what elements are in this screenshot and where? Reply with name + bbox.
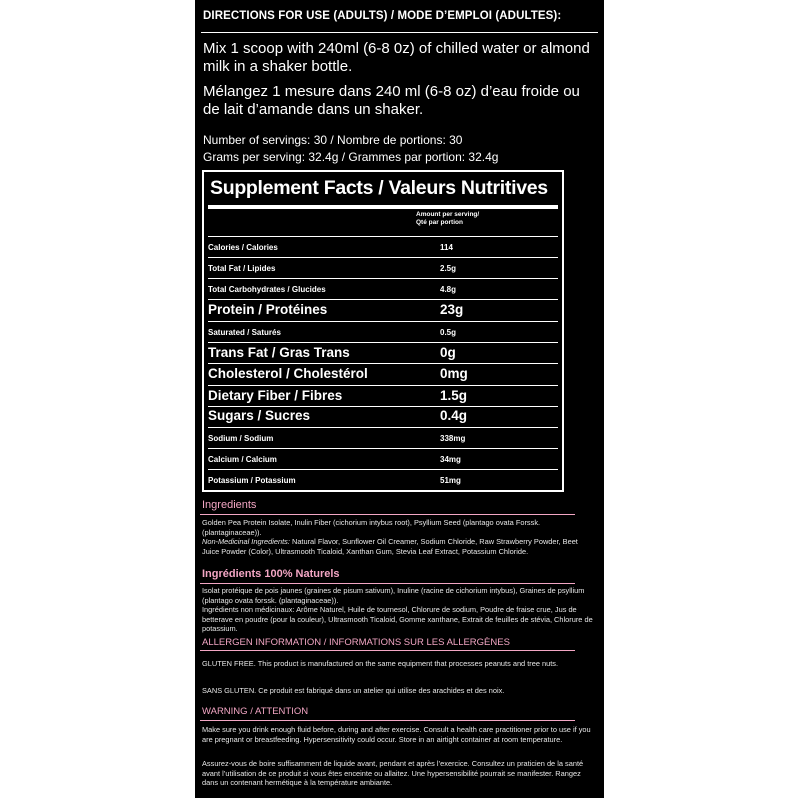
ingredients-text [202,518,597,556]
allergen-french: SANS GLUTEN. Ce produit est fabriqué dans un atelier qui utilise des arachides et des noix. [202,686,505,695]
nutrient-value: 114 [440,243,453,252]
facts-row-sugars [208,406,558,427]
amount-header-line-2: Qté par portion [416,219,463,226]
directions-title: DIRECTIONS FOR USE (ADULTS) / MODE D’EMPLOI (ADULTES): [203,10,562,22]
nutrient-value: 34mg [440,455,461,464]
pink-rule [200,720,575,721]
ingredients-non-medicinal: Natural Flavor, Sunflower Oil Creamer, Sodium Chloride, Raw Strawberry Powder, Beet Juice Powder (Color), Ultrasmooth Ticaloid, Xanthan Gum, Stevia Leaf Extract, Potassium Chloride. [202,537,578,556]
nutrient-name: Calcium / Calcium [208,455,277,464]
ingredients-title: Ingredients [202,499,257,511]
directions-french: Mélangez 1 mesure dans 240 ml (6-8 oz) d’eau froide ou de lait d’amande dans un shaker. [203,83,580,118]
nutrient-name: Dietary Fiber / Fibres [208,388,343,403]
non-medicinal-label: Non-Medicinal Ingredients: [202,537,290,547]
facts-row-cholesterol [208,363,558,385]
facts-row-calcium [208,448,558,469]
facts-row-potassium [208,469,558,489]
nutrient-value: 4.8g [440,285,457,294]
nutrient-name: Sugars / Sucres [208,408,311,423]
ingredients-fr-text [202,586,597,634]
nutrient-value: 338mg [440,434,466,443]
nutrient-value: 1.5g [440,388,468,403]
nutrient-name: Saturated / Saturés [208,328,281,337]
nutrient-value: 0mg [440,366,468,381]
nutrient-name: Protein / Protéines [208,302,328,317]
nutrient-name: Calories / Calories [208,243,278,252]
nutrient-name: Potassium / Potassium [208,476,296,485]
facts-row-calories [208,236,558,257]
nutrient-value: 0.5g [440,328,457,337]
facts-row-protein [208,299,558,321]
warning-french: Assurez-vous de boire suffisamment de liquide avant, pendant et après l’exercice. Consultez un praticien de la santé avant l’utilisation de ce produit si vous êtes enceinte ou allaitez. Une hypersensibilité pourrait se manifester. Rangez dans un contenant hermétique à la température ambiante. [202,759,584,788]
nutrient-value: 0g [440,345,456,360]
nutrient-value: 51mg [440,476,461,485]
supplement-facts-table [202,170,564,492]
amount-header-line-1: Amount per serving/ [416,211,480,218]
pink-rule [200,583,575,584]
grams-per-serving: Grams per serving: 32.4g / Grammes par portion: 32.4g [203,150,499,164]
ingredients-fr-non-medicinal: Ingrédients non médicinaux: Arôme Naturel, Huile de tournesol, Chlorure de sodium, Poudre de fraise crue, Jus de betterave en poudre (pour la couleur), Ultrasmooth Ticaloid, Gomme xanthane, Extrait de feuilles de stévia, Chlorure de potassium. [202,605,593,634]
allergen-title: ALLERGEN INFORMATION / INFORMATIONS SUR LES ALLERGÈNES [202,637,510,648]
amount-per-serving-header [416,211,479,227]
ingredients-fr-medicinal: Isolat protéique de pois jaunes (graines de pisum sativum), Inuline (racine de cichorium intybus), Graines de psyllium (plantago ovata forssk. (plantaginaceae)). [202,586,585,605]
facts-title: Supplement Facts / Valeurs Nutritives [210,177,548,199]
warning-title: WARNING / ATTENTION [202,706,309,717]
nutrient-value: 0.4g [440,408,468,423]
nutrient-value: 2.5g [440,264,457,273]
nutrient-name: Total Fat / Lipides [208,264,276,273]
pink-rule [200,650,575,651]
facts-row-total-fat [208,257,558,278]
facts-row-dietary-fiber [208,385,558,406]
nutrient-name: Cholesterol / Cholestérol [208,366,368,381]
facts-row-trans-fat [208,342,558,363]
supplement-label-panel [195,0,604,798]
directions-english: Mix 1 scoop with 240ml (6-8 0z) of chilled water or almond milk in a shaker bottle. [203,40,590,75]
divider [201,32,598,33]
nutrient-name: Sodium / Sodium [208,434,274,443]
thick-rule [208,205,558,209]
ingredients-medicinal: Golden Pea Protein Isolate, Inulin Fiber (cichorium intybus root), Psyllium Seed (plantago ovata Forssk. (plantaginaceae)). [202,518,541,537]
nutrient-name: Total Carbohydrates / Glucides [208,285,326,294]
allergen-english: GLUTEN FREE. This product is manufactured on the same equipment that processes peanuts and tree nuts. [202,659,559,668]
facts-row-carbohydrates [208,278,558,299]
pink-rule [200,514,575,515]
nutrient-name: Trans Fat / Gras Trans [208,345,350,360]
warning-english: Make sure you drink enough fluid before, during and after exercise. Consult a health care practitioner prior to use if you are pregnant or breastfeeding. Hypersensitivity could occur. Store in an airtight container at room temperature. [202,725,591,744]
facts-row-sodium [208,427,558,448]
servings-count: Number of servings: 30 / Nombre de portions: 30 [203,133,463,147]
facts-row-saturated [208,321,558,342]
ingredients-fr-title: Ingrédients 100% Naturels [202,568,340,580]
nutrient-value: 23g [440,302,464,317]
